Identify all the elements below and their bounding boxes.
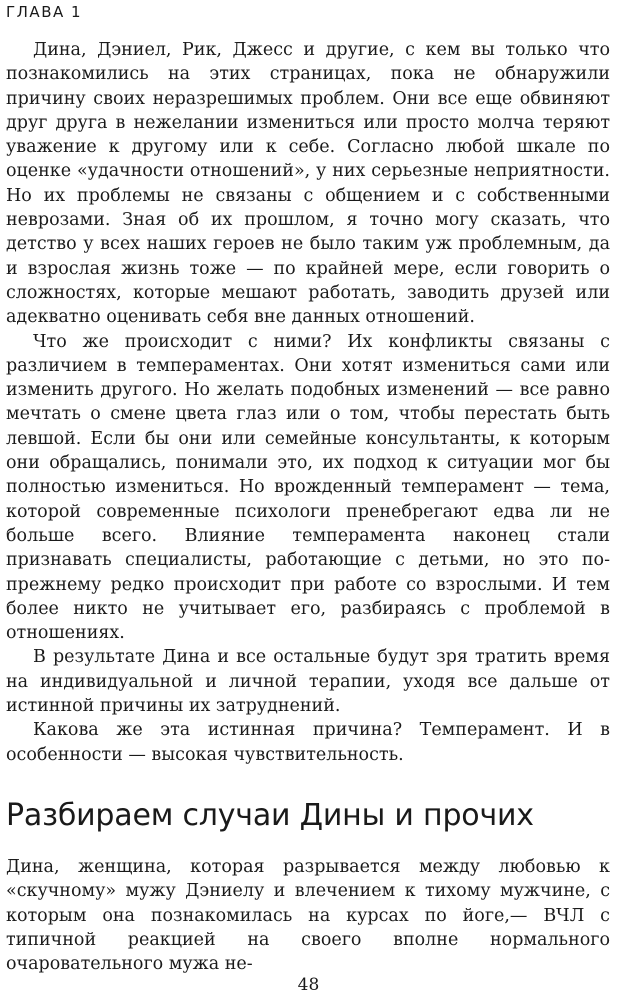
section-heading: Разбираем случаи Дины и прочих: [6, 798, 534, 833]
paragraph: Какова же эта истинная причина? Темперамент. И в особенности — высокая чувствительность.: [6, 720, 610, 765]
paragraph: Дина, женщина, которая разрывается между любовью к «скучному» мужу Дэниелу и влечением к тихому мужчине, с которым она познакомилась на курсах по йоге,— ВЧЛ с типичной реакцией на своего вполне нормального очаровательного мужа не-: [6, 857, 610, 975]
section-text: [6, 855, 610, 976]
main-text: [6, 38, 610, 767]
page-number: 48: [297, 975, 320, 995]
paragraph: Дина, Дэниел, Рик, Джесс и другие, с кем вы только что познакомились на этих страницах, пока не обнаружили причину своих неразрешимых проблем. Они все еще обвиняют друг друга в нежелании измениться или просто молча теряют уважение к другому или к себе. Согласно любой шкале по оценке «удачности отношений», у них серьезные неприятности. Но их проблемы не связаны с общением и с собственными неврозами. Зная об их прошлом, я точно могу сказать, что детство у всех наших героев не было таким уж проблемным, да и взрослая жизнь тоже — по крайней мере, если говорить о сложностях, которые мешают работать, заводить друзей или адекватно оценивать себя вне данных отношений.: [6, 40, 610, 328]
running-head: ГЛАВА 1: [6, 3, 83, 21]
paragraph: Что же происходит с ними? Их конфликты связаны с различием в темпераментах. Они хотят измениться сами или изменить другого. Но желать подобных изменений — все равно мечтать о смене цвета глаз или о том, чтобы перестать быть левшой. Если бы они или семейные консультанты, к которым они обращались, понимали это, их подход к ситуации мог бы полностью измениться. Но врожденный темперамент — тема, которой современные психологи пренебрегают едва ли не больше всего. Влияние темперамента наконец стали признавать специалисты, работающие с детьми, но это по-прежнему редко происходит при работе со взрослыми. И тем более никто не учитывает его, разбираясь с проблемой в отношениях.: [6, 331, 610, 644]
paragraph: В результате Дина и все остальные будут зря тратить время на индивидуальной и личной терапии, уходя все дальше от истинной причины их затруднений.: [6, 647, 610, 717]
